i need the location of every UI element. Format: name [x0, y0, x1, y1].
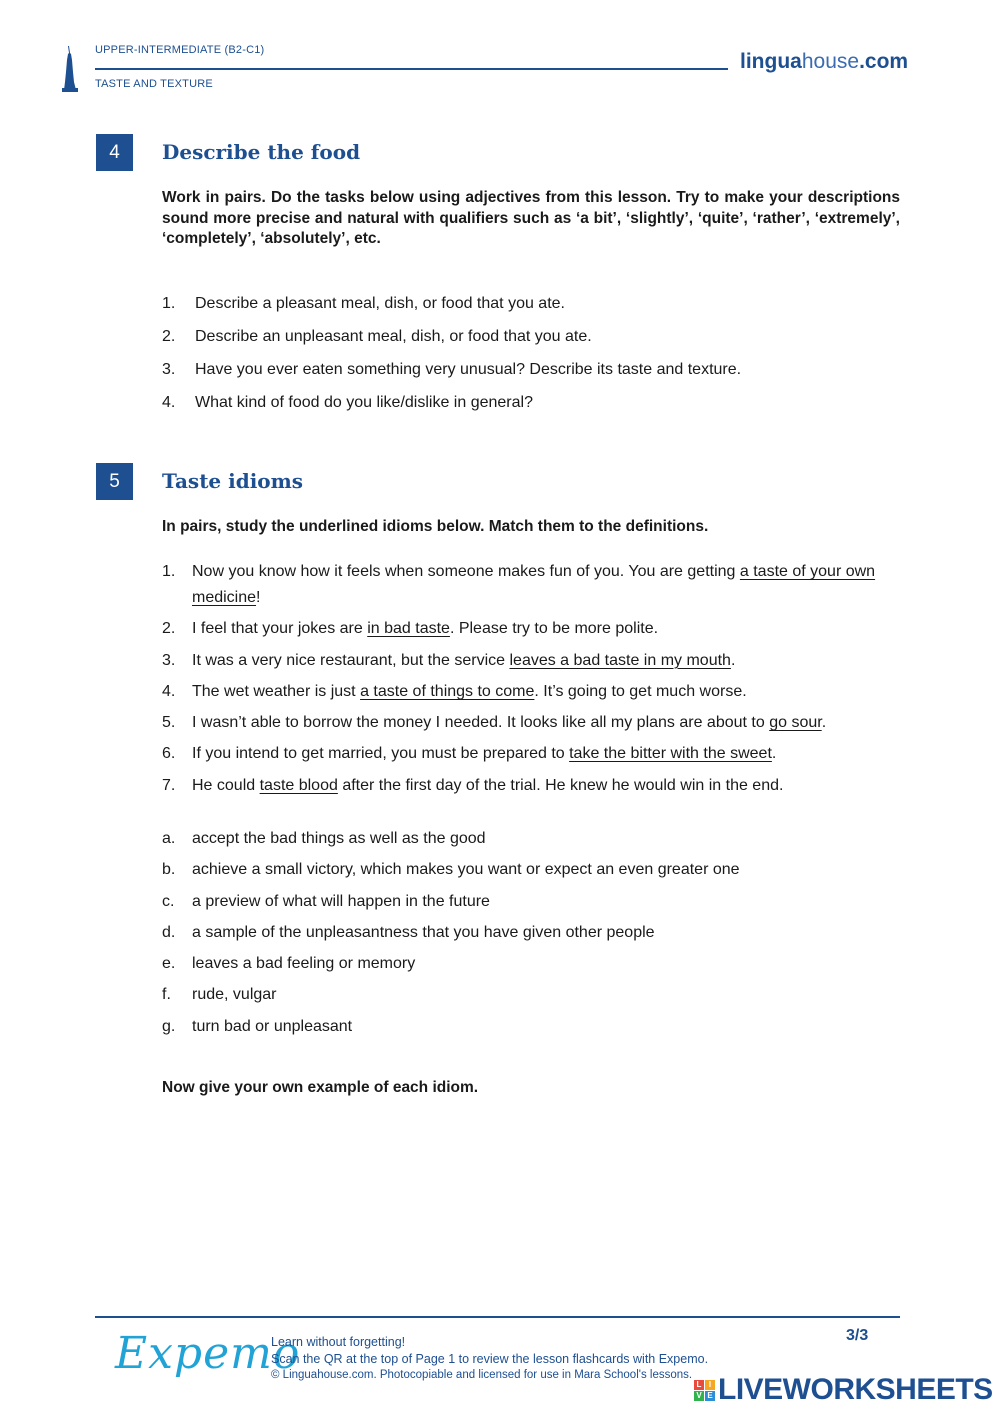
- question-text: Have you ever eaten something very unusual? Describe its taste and texture.: [195, 361, 742, 378]
- sentence-after: . Please try to be more polite.: [449, 620, 659, 638]
- section-4-number: 4: [96, 134, 133, 171]
- definition-item: [162, 982, 902, 1013]
- sentence-before: I wasn’t able to borrow the money I needed. It looks like all my plans are about to: [192, 714, 770, 732]
- footer-line-1: Learn without forgetting!: [271, 1335, 406, 1349]
- idiom-sentence: [162, 710, 907, 736]
- liveworksheets-logo[interactable]: L I V E LIVEWORKSHEETS: [694, 1373, 993, 1407]
- sentence-text: [192, 648, 907, 674]
- idiom-sentence: [162, 773, 907, 799]
- sentence-number: 4.: [162, 682, 176, 700]
- sentence-after: . It’s going to get much worse.: [534, 682, 747, 700]
- page-number: 3/3: [846, 1327, 869, 1344]
- section-5-number: 5: [96, 463, 133, 500]
- list-item: [162, 358, 902, 391]
- sentence-number: 5.: [162, 714, 176, 732]
- definition-item: [162, 951, 902, 982]
- section-5-title: Taste idioms: [162, 469, 304, 493]
- idiom-sentence: [162, 616, 907, 642]
- sentence-number: 7.: [162, 776, 176, 794]
- course-level: UPPER-INTERMEDIATE (B2-C1): [95, 44, 265, 56]
- definition-text: a sample of the unpleasantness that you have given other people: [192, 923, 655, 941]
- definition-text: a preview of what will happen in the future: [192, 892, 490, 910]
- sentence-text: [192, 616, 907, 642]
- liveworksheets-grid-icon: L I V E: [694, 1380, 715, 1401]
- definition-text: rude, vulgar: [192, 986, 277, 1004]
- sentence-text: [192, 710, 907, 736]
- sentence-before: I feel that your jokes are: [192, 620, 368, 638]
- sentence-before: Now you know how it feels when someone makes fun of you. You are getting: [192, 563, 740, 580]
- definition-item: [162, 889, 902, 920]
- sentence-before: If you intend to get married, you must be prepared to: [192, 745, 570, 763]
- underlined-idiom: leaves a bad taste in my mouth: [509, 651, 731, 669]
- idiom-sentence: [162, 741, 907, 767]
- question-text: Describe a pleasant meal, dish, or food that you ate.: [195, 295, 565, 312]
- expemo-logo: Expemo: [115, 1328, 301, 1379]
- idiom-sentence: [162, 559, 907, 611]
- underlined-idiom: a taste of your own medicine: [192, 563, 876, 606]
- section-4-instructions: Work in pairs. Do the tasks below using adjectives from this lesson. Try to make your descriptions sound more precise and natural with qualifiers such as ‘a bit’, ‘slightly’, ‘quite’, ‘rather’, ‘extremely’, ‘completely’, ‘absolutely’, etc.: [162, 189, 900, 247]
- sentence-text: [192, 559, 907, 611]
- idiom-sentence: [162, 679, 907, 705]
- definition-letter: f.: [162, 986, 171, 1004]
- sentence-number: 6.: [162, 745, 176, 763]
- question-number: 1.: [162, 295, 176, 312]
- sentence-after: !: [256, 589, 261, 606]
- definition-text: leaves a bad feeling or memory: [192, 955, 416, 973]
- sentence-before: The wet weather is just: [192, 682, 361, 700]
- question-number: 3.: [162, 361, 176, 378]
- sentence-after: after the first day of the trial. He knew he would win in the end.: [337, 776, 784, 794]
- lesson-topic: TASTE AND TEXTURE: [95, 78, 213, 90]
- section-4-title: Describe the food: [162, 140, 361, 164]
- sentence-before: He could: [192, 776, 260, 794]
- footer-copyright: © Linguahouse.com. Photocopiable and licensed for use in Mara School's lessons.: [271, 1369, 693, 1381]
- sentence-text: [192, 679, 907, 705]
- underlined-idiom: take the bitter with the sweet: [569, 745, 772, 763]
- sentence-number: 2.: [162, 620, 176, 638]
- footer-line-2: Scan the QR at the top of Page 1 to review the lesson flashcards with Expemo.: [271, 1351, 709, 1366]
- sentence-after: .: [730, 651, 736, 669]
- definition-letter: g.: [162, 1017, 176, 1035]
- question-text: What kind of food do you like/dislike in general?: [195, 394, 533, 411]
- discussion-question-list: [162, 292, 902, 424]
- definition-text: achieve a small victory, which makes you want or expect an even greater one: [192, 861, 740, 879]
- question-number: 4.: [162, 394, 176, 411]
- header-divider: [95, 68, 728, 70]
- section-5-instructions: In pairs, study the underlined idioms below. Match them to the definitions.: [162, 518, 709, 535]
- sentence-after: .: [771, 745, 777, 763]
- definition-list: [162, 826, 902, 1045]
- question-number: 2.: [162, 328, 176, 345]
- definition-letter: a.: [162, 830, 176, 847]
- underlined-idiom: go sour: [769, 714, 822, 732]
- definition-letter: e.: [162, 955, 176, 973]
- linguahouse-logo[interactable]: linguahouse.com: [740, 50, 909, 73]
- footer-divider: [95, 1316, 900, 1318]
- definition-item: [162, 920, 902, 951]
- definition-item: [162, 826, 902, 857]
- footer-text: [271, 1334, 708, 1384]
- statue-of-liberty-icon: [62, 46, 78, 92]
- definition-text: turn bad or unpleasant: [192, 1017, 353, 1035]
- sentence-number: 3.: [162, 651, 176, 669]
- underlined-idiom: in bad taste: [367, 620, 450, 638]
- definition-letter: d.: [162, 923, 176, 941]
- list-item: [162, 292, 902, 325]
- list-item: [162, 325, 902, 358]
- sentence-text: [192, 741, 907, 767]
- definition-letter: b.: [162, 861, 176, 879]
- idiom-sentence-list: [162, 559, 907, 804]
- definition-letter: c.: [162, 892, 175, 910]
- list-item: [162, 391, 902, 424]
- question-text: Describe an unpleasant meal, dish, or food that you ate.: [195, 328, 592, 345]
- sentence-text: [192, 773, 907, 799]
- definition-item: [162, 1014, 902, 1045]
- underlined-idiom: taste blood: [259, 776, 338, 794]
- sentence-after: .: [821, 714, 827, 732]
- sentence-number: 1.: [162, 563, 176, 580]
- sentence-before: It was a very nice restaurant, but the service: [192, 651, 510, 669]
- definition-text: accept the bad things as well as the good: [192, 830, 486, 847]
- definition-item: [162, 857, 902, 888]
- idiom-sentence: [162, 648, 907, 674]
- underlined-idiom: a taste of things to come: [360, 682, 535, 700]
- final-task: Now give your own example of each idiom.: [162, 1079, 479, 1096]
